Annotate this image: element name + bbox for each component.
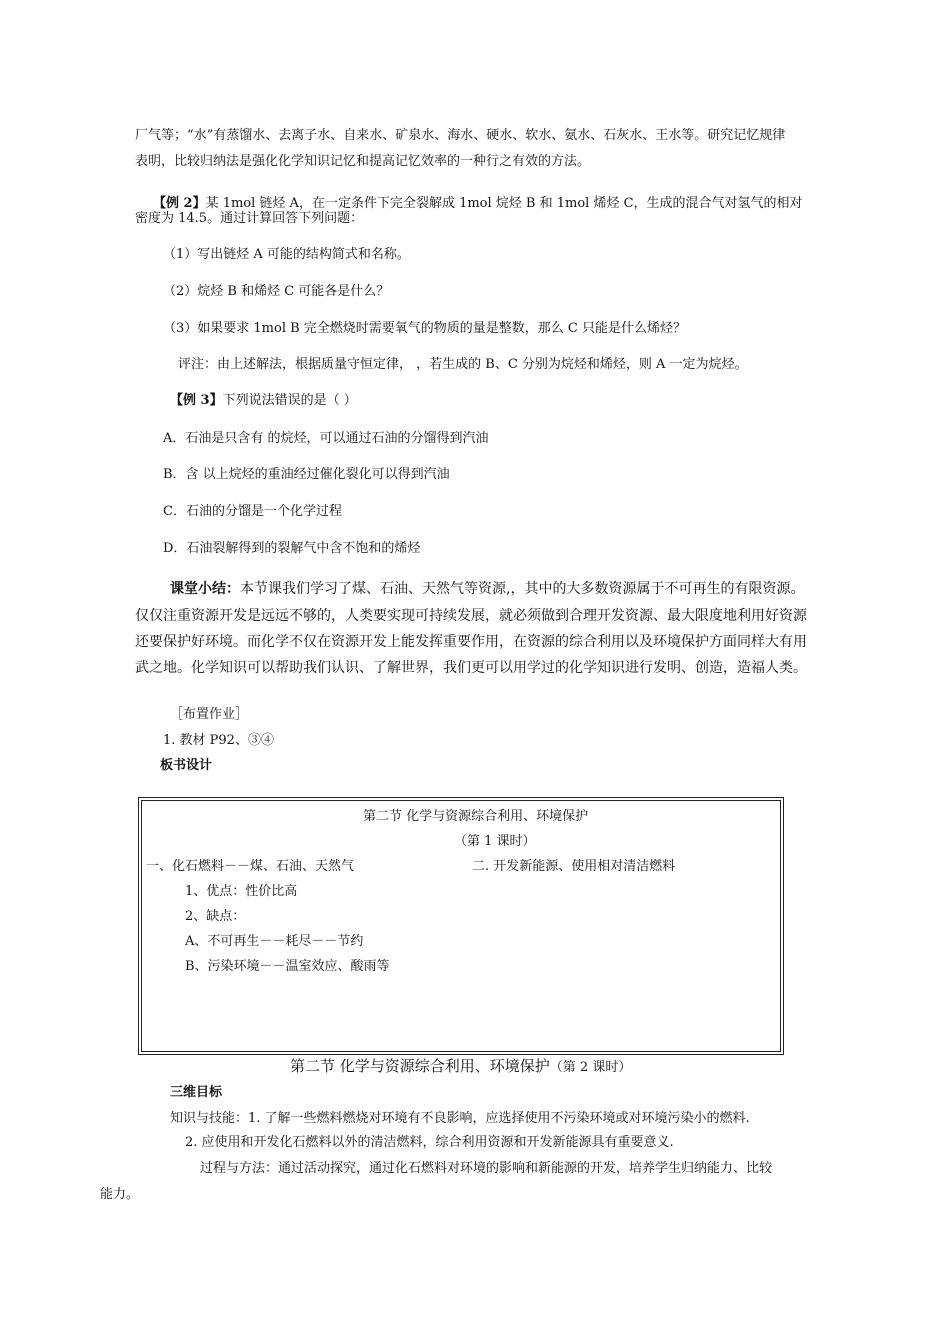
goal-process: 过程与方法：通过活动探究，通过化石燃料对环境的影响和新能源的开发，培养学生归纳能力、比较	[200, 1161, 773, 1176]
board-item-disadvantage: 2、缺点：	[185, 909, 246, 924]
board-item-advantage: 1、优点：性价比高	[185, 884, 298, 899]
summary-line-2: 仅仅注重资源开发是远远不够的，人类要实现可持续发展，就必须做到合理开发资源、最大限度地利用好资源	[135, 608, 807, 624]
board-title: 第二节 化学与资源综合利用、环境保护	[363, 809, 589, 824]
homework-heading: ［布置作业］	[170, 707, 249, 722]
example3-line	[170, 392, 357, 410]
intro-line-1: 厂气等；“水”有蒸馏水、去离子水、自来水、矿泉水、海水、硬水、软水、氨水、石灰水、王水等。研究记忆规律	[135, 128, 786, 143]
board-item-nonrenewable: A、不可再生－－耗尽－－节约	[185, 934, 364, 949]
example2-question-1: （1）写出链烃 A 可能的结构简式和名称。	[163, 247, 410, 262]
board-subtitle: （第 1 课时）	[454, 834, 536, 849]
summary-line-4: 武之地。化学知识可以帮助我们认识、了解世界，我们更可以用学过的化学知识进行发明、创造，造福人类。	[135, 660, 807, 676]
example3-option-d: D．石油裂解得到的裂解气中含不饱和的烯烃	[163, 541, 421, 556]
goal-knowledge-2: 2. 应使用和开发化石燃料以外的清洁燃料，综合利用资源和开发新能源具有重要意义.	[185, 1135, 674, 1150]
example3-label: 【例 3】	[170, 393, 223, 408]
goals-heading: 三维目标	[170, 1085, 223, 1100]
section2-title: 第二节 化学与资源综合利用、环境保护	[290, 1057, 550, 1075]
example2-label: 【例 2】	[153, 196, 206, 211]
summary-line-3: 还要保护好环境。而化学不仅在资源开发上能发挥重要作用，在资源的综合利用以及环境保护方面同样大有用	[135, 634, 807, 650]
example3-option-a: A．石油是只含有 的烷烃，可以通过石油的分馏得到汽油	[163, 431, 489, 446]
section2-title-line	[290, 1057, 631, 1077]
goal-knowledge-1: 知识与技能：1. 了解一些燃料燃烧对环境有不良影响，应选择使用不污染环境或对环境污染小的燃料.	[170, 1111, 750, 1126]
summary-label: 课堂小结：	[170, 581, 240, 597]
board-design-heading: 板书设计	[160, 758, 213, 773]
intro-line-2: 表明，比较归纳法是强化化学知识记忆和提高记忆效率的一种行之有效的方法。	[135, 154, 591, 169]
example2-text: 某 1mol 链烃 A，在一定条件下完全裂解成 1mol 烷烃 B 和 1mol 烯烃 C，生成的混合气对氢气的相对	[205, 196, 803, 211]
example2-comment: 评注：由上述解法，根据质量守恒定律， ，若生成的 B、C 分别为烷烃和烯烃，则 A 一定为烷烃。	[178, 357, 748, 372]
homework-item-1: 1. 教材 P92、③④	[163, 733, 274, 748]
board-left-heading: 一、化石燃料－－煤、石油、天然气	[146, 859, 355, 874]
summary-line-1	[170, 580, 804, 598]
board-right-heading: 二. 开发新能源、使用相对清洁燃料	[472, 859, 676, 874]
example2-question-2: （2）烷烃 B 和烯烃 C 可能各是什么？	[163, 284, 390, 299]
example3-option-b: B．含 以上烷烃的重油经过催化裂化可以得到汽油	[163, 467, 450, 482]
goal-process-cont: 能力。	[100, 1187, 140, 1202]
summary-text: 本节课我们学习了煤、石油、天然气等资源,，其中的大多数资源属于不可再生的有限资源。	[240, 581, 805, 597]
example3-option-c: C．石油的分馏是一个化学过程	[163, 504, 342, 519]
example3-question: 下列说法错误的是（ ）	[222, 393, 357, 408]
example2-question-3: （3）如果要求 1mol B 完全燃烧时需要氧气的物质的量是整数，那么 C 只能是什么烯烃？	[163, 321, 687, 336]
example2-line-2: 密度为 14.5。通过计算回答下列问题：	[135, 211, 364, 226]
board-item-pollution: B、污染环境－－温室效应、酸雨等	[185, 959, 390, 974]
section2-title-suffix: （第 2 课时）	[549, 1060, 632, 1075]
